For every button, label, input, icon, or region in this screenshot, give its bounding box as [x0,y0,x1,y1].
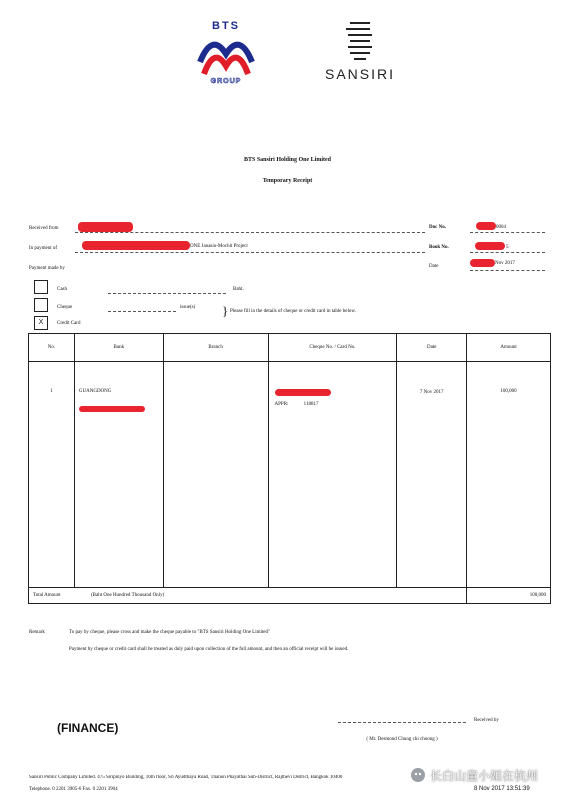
col-header-cheque-card: Cheque No. / Card No. [268,334,397,362]
col-header-no: No. [29,334,75,362]
redaction-mark [82,241,190,250]
cheque-line [108,311,176,312]
cash-line [108,293,226,294]
doc-no-value: 0004 [496,225,506,230]
date-line [470,270,545,271]
total-row [29,588,551,604]
finance-label: (FINANCE) [57,721,119,735]
book-no-label: Book No. [429,245,449,250]
cash-checkbox[interactable] [34,280,48,294]
signatory-name: ( Mr. Desmond Chung chi choong ) [366,737,438,742]
appr-value: 118817 [303,402,319,407]
in-payment-line [75,252,425,253]
date-label: Date [429,264,439,269]
footer-timestamp: 8 Nov 2017 13:51:39 [474,786,530,792]
remark-line-1: To pay by cheque, please cross and make the cheque payable to "BTS Sansiri Holding One Limited" [69,630,271,635]
appr-label: APPR: [274,402,289,407]
cash-label: Cash [57,287,67,292]
col-header-date: Date [397,334,467,362]
row-amount: 100,000 [500,389,517,394]
received-by-label: Received by [474,718,499,723]
redaction-mark [79,406,145,412]
group-logo-text: GROUP [210,78,242,85]
date-value: Nov 2017 [495,261,515,266]
redaction-mark [476,222,496,230]
cheque-checkbox[interactable] [34,298,48,312]
brace-icon: } [222,303,229,318]
total-amount-words: (Baht One Hundred Thousand Only) [91,593,165,598]
col-header-amount: Amount [467,334,551,362]
remark-line-2: Payment by cheque or credit card shall be treated as duly paid upon collection of the full amount, and then an official receipt will be issued. [69,647,349,652]
redaction-mark [78,222,133,232]
wechat-icon [410,767,426,783]
doc-no-line [470,232,545,233]
table-header-row [29,334,551,362]
row-no: 1 [50,389,53,394]
total-amount-label: Total Amount [33,593,61,598]
bts-logo-text: BTS [212,20,240,32]
col-header-branch: Branch [163,334,268,362]
redaction-mark [275,389,331,396]
book-no-line [470,252,545,253]
received-from-line [75,232,425,233]
issue-label: issue(s) [180,305,196,310]
footer-phone: Telephone. 0 2201 3905-6 Fax. 0 2201 3904 [29,787,118,792]
payment-details-table [28,333,551,604]
sansiri-stripes-icon [340,20,380,62]
doc-no-label: Doc No. [429,225,446,230]
remark-label: Remark [29,630,45,635]
watermark-text: 长白山童小姐在杭州 [430,768,539,783]
sansiri-logo [310,20,410,86]
company-name: BTS Sansiri Holding One Limited [243,157,332,163]
watermark [410,766,538,784]
bts-group-logo [196,20,256,86]
cheque-label: Cheque [57,305,73,310]
book-no-value: 5 [506,245,509,250]
row-date: 7 Nov 2017 [419,390,444,395]
sansiri-logo-text: SANSIRI [324,66,395,82]
received-from-label: Received from [29,226,59,231]
redaction-mark [470,259,495,267]
payment-made-label: Payment made by [29,266,65,271]
row-bank: GUANGDONG [78,389,112,394]
credit-card-checkbox[interactable]: X [34,316,48,330]
bts-swoosh-icon [196,32,256,80]
redaction-mark [475,242,505,250]
in-payment-label: In payment of [29,246,58,251]
credit-card-label: Credit Card [57,321,81,326]
fill-details-note: Please fill in the details of cheque or credit card in table below. [230,309,356,314]
receipt-title: Temporary Receipt [262,178,313,184]
table-row [29,362,551,588]
in-payment-value: ONE Janasio-Mochit Project [190,244,248,249]
baht-label: Baht. [233,287,244,292]
signature-line [338,722,466,723]
footer-address: Sansiri Public Company Limited. 475 Siripinyo Building, 16th floor, Sri Ayudthaya Road, Thanon Phayathai Sub-District, Rajthevi District, Bangkok 10400 [29,775,343,780]
total-amount-value: 100,000 [529,593,546,598]
col-header-bank: Bank [74,334,163,362]
